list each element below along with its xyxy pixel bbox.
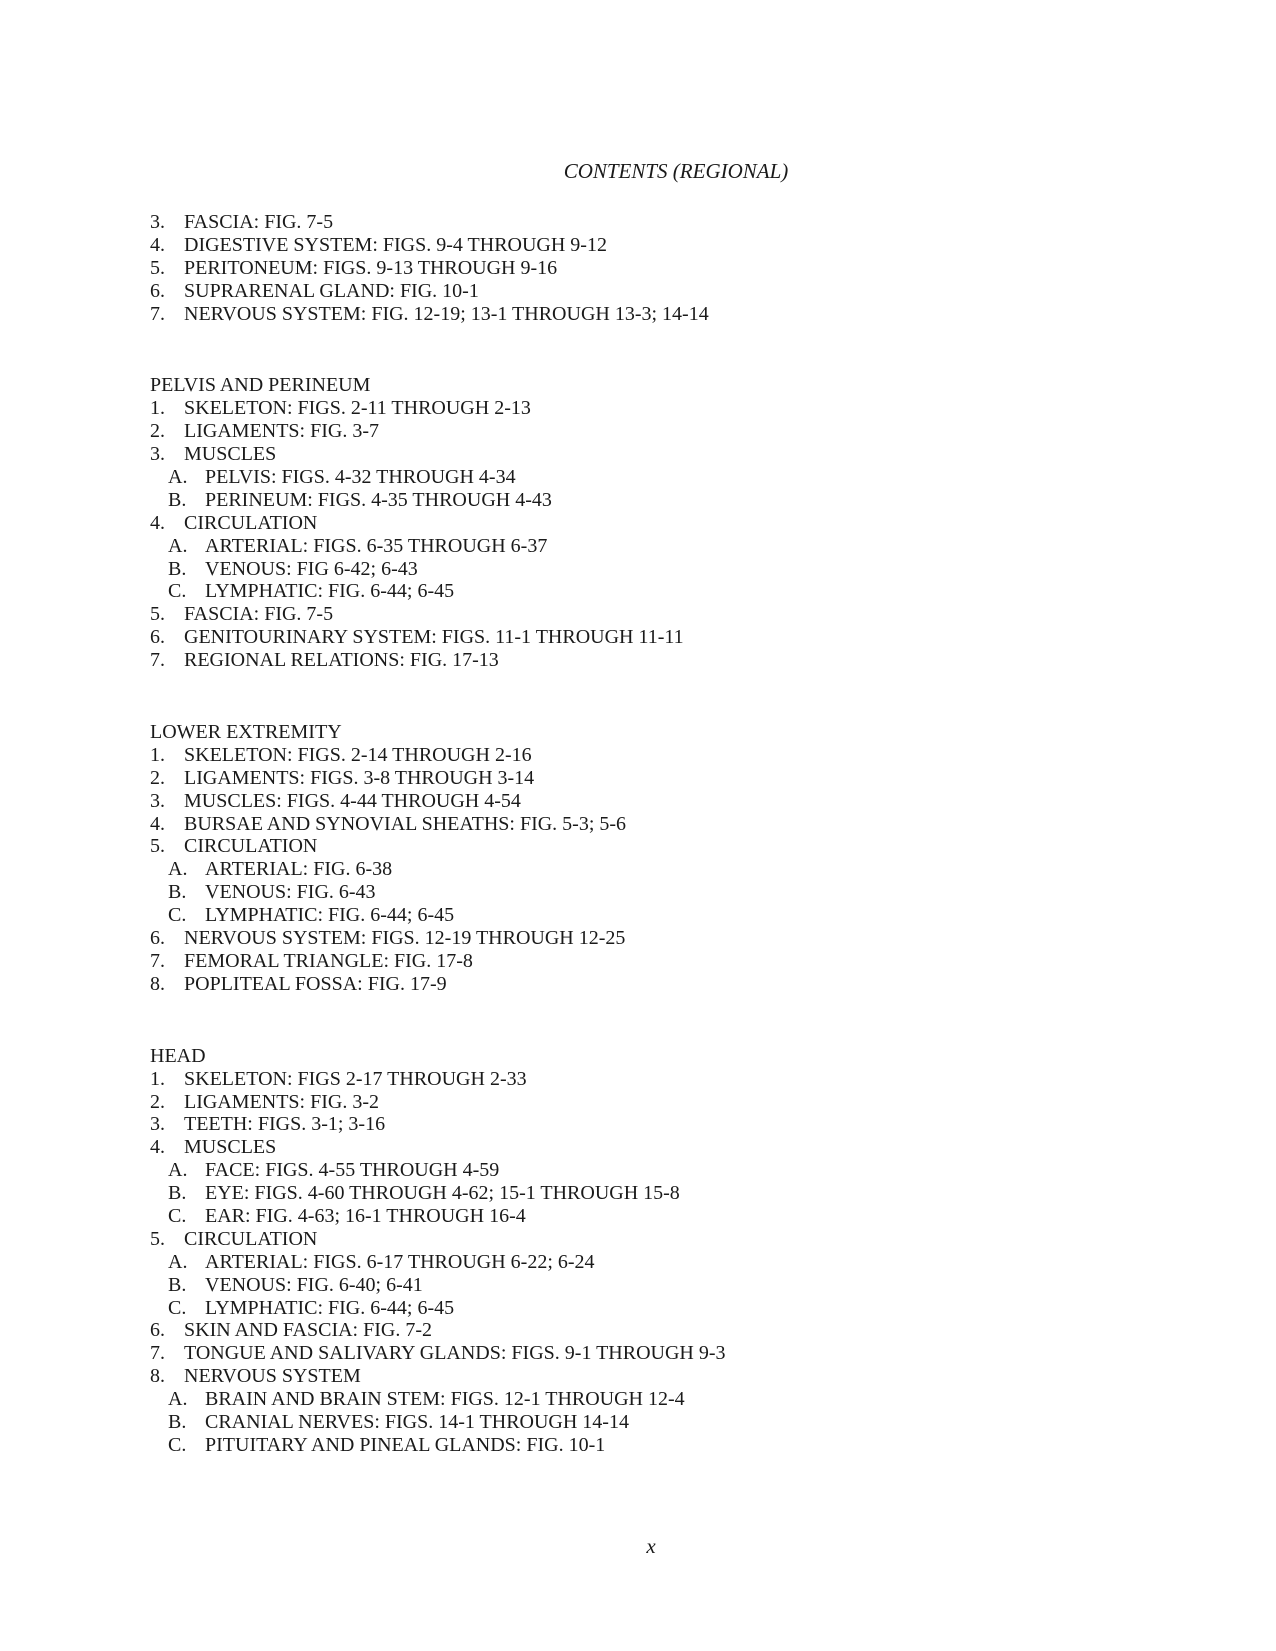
contents-entry	[150, 626, 1200, 649]
contents-entry	[150, 420, 1200, 443]
contents-subentry	[150, 1205, 1200, 1228]
entry-text: EYE: FIGS. 4-60 THROUGH 4-62; 15-1 THROUGH 15-8	[205, 1182, 680, 1205]
entry-text: EAR: FIG. 4-63; 16-1 THROUGH 16-4	[205, 1204, 526, 1227]
entry-number: C.	[168, 1204, 187, 1227]
entry-text: FASCIA: FIG. 7-5	[184, 211, 334, 233]
entry-text: NERVOUS SYSTEM: FIGS. 12-19 THROUGH 12-25	[184, 927, 626, 950]
entry-text: FACE: FIGS. 4-55 THROUGH 4-59	[205, 1159, 500, 1182]
entry-number: B.	[168, 1410, 187, 1433]
entry-text: LIGAMENTS: FIG. 3-2	[184, 1090, 379, 1113]
entry-text: LIGAMENTS: FIG. 3-7	[184, 420, 379, 443]
entry-number: 7.	[150, 949, 165, 972]
entry-text: FEMORAL TRIANGLE: FIG. 17-8	[184, 949, 473, 972]
entry-text: DIGESTIVE SYSTEM: FIGS. 9-4 THROUGH 9-12	[184, 233, 607, 256]
entry-text: CIRCULATION	[184, 835, 318, 858]
entry-number: 6.	[150, 279, 165, 302]
entry-text: ARTERIAL: FIGS. 6-35 THROUGH 6-37	[205, 534, 548, 557]
entry-number: A.	[168, 1388, 188, 1411]
contents-entry	[150, 1228, 1200, 1251]
contents-entry	[150, 1136, 1200, 1159]
entry-number: 7.	[150, 1342, 165, 1365]
entry-text: VENOUS: FIG. 6-40; 6-41	[205, 1273, 423, 1296]
entry-text: VENOUS: FIG. 6-43	[205, 881, 376, 904]
entry-text: NERVOUS SYSTEM	[184, 1365, 361, 1388]
entry-number: 8.	[150, 972, 165, 995]
entry-number: C.	[168, 904, 187, 927]
contents-entry	[150, 234, 1200, 257]
contents-entry	[150, 1068, 1200, 1091]
entry-text: TEETH: FIGS. 3-1; 3-16	[184, 1113, 386, 1136]
contents-subentry	[150, 489, 1200, 512]
entry-text: SKELETON: FIGS 2-17 THROUGH 2-33	[184, 1067, 527, 1090]
entry-number: 5.	[150, 1227, 165, 1250]
contents-entry	[150, 973, 1200, 996]
entry-text: BURSAE AND SYNOVIAL SHEATHS: FIG. 5-3; 5-6	[184, 812, 627, 835]
entry-number: 1.	[150, 397, 165, 420]
contents-subentry	[150, 1274, 1200, 1297]
entry-text: PERITONEUM: FIGS. 9-13 THROUGH 9-16	[184, 256, 558, 279]
entry-number: 7.	[150, 302, 165, 325]
entry-number: 1.	[150, 1067, 165, 1090]
contents-section	[150, 374, 1200, 672]
entry-number: 6.	[150, 626, 165, 649]
page-title: CONTENTS (REGIONAL)	[563, 159, 789, 183]
entry-text: ARTERIAL: FIGS. 6-17 THROUGH 6-22; 6-24	[205, 1250, 595, 1273]
section-heading: HEAD	[150, 1044, 206, 1067]
entry-text: LYMPHATIC: FIG. 6-44; 6-45	[205, 904, 455, 927]
contents-entry	[150, 744, 1200, 767]
contents-entry	[150, 257, 1200, 280]
contents-subentry	[150, 466, 1200, 489]
contents-entry	[150, 813, 1200, 836]
contents-subentry	[150, 535, 1200, 558]
entry-number: 3.	[150, 211, 165, 233]
contents-subentry	[150, 1297, 1200, 1320]
contents-entry	[150, 397, 1200, 420]
section-heading: LOWER EXTREMITY	[150, 721, 342, 744]
contents-subentry	[150, 1411, 1200, 1434]
entry-text: CIRCULATION	[184, 1227, 318, 1250]
entry-text: FASCIA: FIG. 7-5	[184, 603, 334, 626]
entry-number: 2.	[150, 420, 165, 443]
entry-text: SKELETON: FIGS. 2-11 THROUGH 2-13	[184, 397, 531, 420]
contents-list	[150, 211, 1200, 1506]
entry-number: B.	[168, 881, 187, 904]
entry-number: A.	[168, 858, 188, 881]
entry-number: 4.	[150, 233, 165, 256]
contents-entry	[150, 1365, 1200, 1388]
entry-number: A.	[168, 534, 188, 557]
contents-entry	[150, 303, 1200, 326]
entry-text: TONGUE AND SALIVARY GLANDS: FIGS. 9-1 THROUGH 9-3	[184, 1342, 726, 1365]
entry-text: MUSCLES	[184, 1136, 277, 1159]
entry-text: MUSCLES: FIGS. 4-44 THROUGH 4-54	[184, 789, 521, 812]
contents-entry	[150, 512, 1200, 535]
entry-number: 3.	[150, 443, 165, 466]
contents-entry	[150, 280, 1200, 303]
entry-number: 3.	[150, 789, 165, 812]
entry-text: POPLITEAL FOSSA: FIG. 17-9	[184, 972, 447, 995]
section-heading: PELVIS AND PERINEUM	[150, 374, 371, 397]
contents-subentry	[150, 1159, 1200, 1182]
contents-entry	[150, 767, 1200, 790]
contents-subentry	[150, 881, 1200, 904]
contents-section	[150, 1045, 1200, 1457]
entry-number: C.	[168, 1433, 187, 1456]
entry-number: 3.	[150, 1113, 165, 1136]
entry-text: PITUITARY AND PINEAL GLANDS: FIG. 10-1	[205, 1433, 606, 1456]
entry-text: SKIN AND FASCIA: FIG. 7-2	[184, 1319, 432, 1342]
contents-entry	[150, 1319, 1200, 1342]
entry-number: 1.	[150, 743, 165, 766]
page-number: x	[646, 1534, 656, 1558]
entry-text: LYMPHATIC: FIG. 6-44; 6-45	[205, 580, 455, 603]
contents-entry	[150, 211, 1200, 234]
entry-number: 8.	[150, 1365, 165, 1388]
entry-number: B.	[168, 1182, 187, 1205]
entry-text: LYMPHATIC: FIG. 6-44; 6-45	[205, 1296, 455, 1319]
entry-text: CIRCULATION	[184, 511, 318, 534]
entry-number: B.	[168, 488, 187, 511]
entry-text: PERINEUM: FIGS. 4-35 THROUGH 4-43	[205, 488, 552, 511]
contents-subentry	[150, 1182, 1200, 1205]
entry-text: LIGAMENTS: FIGS. 3-8 THROUGH 3-14	[184, 766, 535, 789]
entry-number: B.	[168, 1273, 187, 1296]
entry-number: A.	[168, 1250, 188, 1273]
entry-number: 2.	[150, 1090, 165, 1113]
contents-subentry	[150, 1388, 1200, 1411]
contents-entry	[150, 950, 1200, 973]
entry-number: 5.	[150, 603, 165, 626]
entry-number: 5.	[150, 256, 165, 279]
contents-subentry	[150, 858, 1200, 881]
contents-subentry	[150, 1251, 1200, 1274]
contents-subentry	[150, 904, 1200, 927]
entry-number: 6.	[150, 1319, 165, 1342]
contents-entry	[150, 443, 1200, 466]
contents-subentry	[150, 558, 1200, 581]
entry-number: B.	[168, 557, 187, 580]
entry-text: REGIONAL RELATIONS: FIG. 17-13	[184, 649, 499, 672]
entry-text: MUSCLES	[184, 443, 277, 466]
contents-entry	[150, 1342, 1200, 1365]
entry-number: 4.	[150, 1136, 165, 1159]
entry-number: 6.	[150, 927, 165, 950]
contents-entry	[150, 1113, 1200, 1136]
entry-text: GENITOURINARY SYSTEM: FIGS. 11-1 THROUGH 11-11	[184, 626, 684, 649]
contents-section	[150, 721, 1200, 996]
entry-text: VENOUS: FIG 6-42; 6-43	[205, 557, 418, 580]
entry-number: C.	[168, 580, 187, 603]
contents-subentry	[150, 580, 1200, 603]
contents-entry	[150, 1091, 1200, 1114]
entry-text: SKELETON: FIGS. 2-14 THROUGH 2-16	[184, 743, 532, 766]
contents-entry	[150, 649, 1200, 672]
entry-number: 4.	[150, 511, 165, 534]
entry-number: 2.	[150, 766, 165, 789]
entry-number: A.	[168, 1159, 188, 1182]
contents-entry	[150, 835, 1200, 858]
entry-number: C.	[168, 1296, 187, 1319]
entry-text: ARTERIAL: FIG. 6-38	[205, 858, 393, 881]
entry-text: SUPRARENAL GLAND: FIG. 10-1	[184, 279, 479, 302]
entry-number: 5.	[150, 835, 165, 858]
entry-text: BRAIN AND BRAIN STEM: FIGS. 12-1 THROUGH 12-4	[205, 1388, 685, 1411]
contents-section	[150, 211, 1200, 325]
contents-entry	[150, 927, 1200, 950]
entry-number: A.	[168, 466, 188, 489]
entry-number: 7.	[150, 649, 165, 672]
entry-text: CRANIAL NERVES: FIGS. 14-1 THROUGH 14-14	[205, 1410, 629, 1433]
contents-subentry	[150, 1434, 1200, 1457]
contents-entry	[150, 790, 1200, 813]
entry-text: NERVOUS SYSTEM: FIG. 12-19; 13-1 THROUGH 13-3; 14-14	[184, 302, 709, 325]
entry-text: PELVIS: FIGS. 4-32 THROUGH 4-34	[205, 466, 516, 489]
contents-entry	[150, 603, 1200, 626]
entry-number: 4.	[150, 812, 165, 835]
